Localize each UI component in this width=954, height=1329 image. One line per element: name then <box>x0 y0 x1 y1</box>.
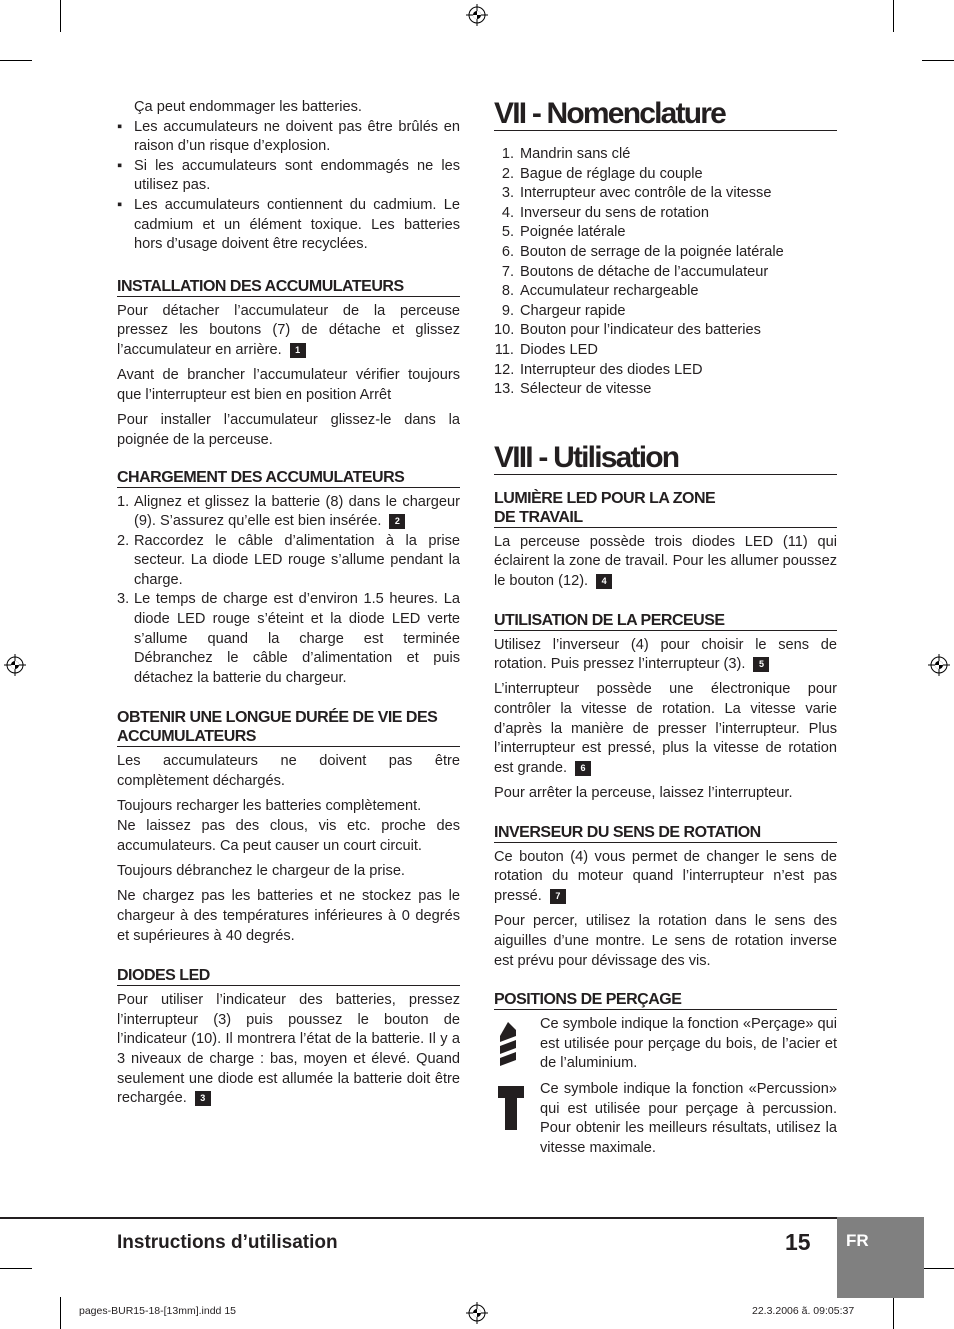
paragraph: L’interrupteur possède une électronique pour contrôler la vitesse de rotation. La vitesse varie d’après la manière de presser l’interrupteur. Plus l’interrupteur est pressé, plus la vitesse de rotation est grande. 6 <box>494 681 837 776</box>
figure-ref-badge: 1 <box>290 343 306 358</box>
print-slug-left: pages-BUR15-18-[13mm].indd 15 <box>79 1305 236 1317</box>
nomenclature-item <box>494 263 837 283</box>
paragraph: Ce symbole indique la fonction «Percussion» qui est utilisée pour perçage à percussion. Pour obtenir les meilleurs résultats, utilisez la vitesse maximale. <box>540 1080 837 1156</box>
nomenclature-item <box>494 243 837 263</box>
list-number: 3. <box>117 591 130 608</box>
nomenclature-item <box>494 341 837 361</box>
hammer-icon <box>494 1080 540 1158</box>
list-number: 7. <box>501 263 514 280</box>
section-heading: INVERSEUR DU SENS DE ROTATION <box>494 823 837 843</box>
paragraph: Utilisez l’inverseur (4) pour choisir le sens de rotation. Puis pressez l’interrupteur (3). 5 <box>494 636 837 673</box>
crop-mark <box>922 1268 954 1269</box>
list-text: Le temps de charge est d’environ 1.5 heures. La diode LED rouge s’éteint et la diode LED verte s’allume quand la charge est terminée Débranchez le câble d’alimentation et puis détachez la batterie du chargeur. <box>134 591 460 686</box>
nomenclature-item <box>494 282 837 302</box>
paragraph: Pour installer l’accumulateur glissez-le dans la poignée de la perceuse. <box>117 412 460 448</box>
figure-ref-badge: 7 <box>550 889 566 904</box>
list-number: 9. <box>501 302 514 319</box>
nomenclature-item <box>494 204 837 224</box>
intro-continuation: Ça peut endommager les batteries. <box>134 99 362 115</box>
list-number: 5. <box>501 224 514 241</box>
list-number: 11. <box>494 341 514 358</box>
paragraph: Ce bouton (4) vous permet de changer le sens de rotation du moteur quand l’interrupteur n’est pas pressé. 7 <box>494 848 837 905</box>
nomenclature-item <box>494 165 837 185</box>
paragraph: Avant de brancher l’accumulateur vérifier toujours que l’interrupteur est bien en position Arrêt <box>117 367 460 403</box>
crop-mark <box>60 0 61 32</box>
list-text: Bouton de serrage de la poignée latérale <box>520 243 784 260</box>
paragraph: Pour percer, utilisez la rotation dans le sens des aiguilles d’une montre. Le sens de rotation inverse est prévu pour dévissage des vis. <box>494 913 837 969</box>
registration-mark-icon <box>466 4 488 26</box>
figure-ref-badge: 5 <box>753 657 769 672</box>
list-text: Interrupteur avec contrôle de la vitesse <box>520 185 772 202</box>
list-number: 12. <box>494 361 515 378</box>
nomenclature-list <box>494 145 837 400</box>
drill-bit-icon <box>494 1015 540 1074</box>
list-text: Alignez et glissez la batterie (8) dans le chargeur (9). S’assurez qu’elle est bien insérée. <box>134 493 460 530</box>
chapter-heading: VIII - Utilisation <box>494 442 837 475</box>
list-item <box>117 590 460 688</box>
list-text: Mandrin sans clé <box>520 146 631 162</box>
language-label: FR <box>846 1231 869 1250</box>
crop-mark <box>0 1268 32 1269</box>
list-item <box>117 118 460 157</box>
nomenclature-item <box>494 302 837 322</box>
registration-mark-icon <box>4 654 26 676</box>
footer-rule <box>0 1217 924 1219</box>
figure-ref-badge: 2 <box>389 514 405 529</box>
print-slug-right: 22.3.2006 ã. 09:05:37 <box>752 1305 855 1317</box>
list-number: 2. <box>117 532 130 549</box>
paragraph: Ne chargez pas les batteries et ne stockez pas le chargeur à des températures inférieures à 0 degrés et supérieures à 40 degrés. <box>117 888 460 944</box>
section-heading: CHARGEMENT DES ACCUMULATEURS <box>117 468 460 488</box>
nomenclature-item <box>494 380 837 400</box>
nomenclature-item <box>494 321 837 341</box>
list-text: Inverseur du sens de rotation <box>520 204 710 221</box>
list-text: Diodes LED <box>520 341 598 358</box>
paragraph: Pour utiliser l’indicateur des batteries, pressez l’interrupteur (3) puis poussez le bouton de l’indicateur (10). Il montrera l’état de la batterie. Il y a 3 niveaux de charge : bas, moyen et élevé. Quand seulement une diode est allumée la batterie doit être rechargée. 3 <box>117 992 460 1107</box>
crop-mark <box>60 1297 61 1329</box>
paragraph: Toujours recharger les batteries complètement. Ne laissez pas des clous, vis etc. proche des accumulateurs. Ca peut causer un court circuit. <box>117 798 460 854</box>
paragraph: Pour détacher l’accumulateur de la perceuse pressez les boutons (7) de détache et glissez l’accumulateur en arrière. 1 <box>117 302 460 358</box>
list-number: 1. <box>117 493 130 510</box>
left-column <box>117 98 460 1115</box>
crop-mark <box>893 1297 894 1329</box>
drill-symbol-row <box>494 1015 837 1074</box>
list-number: 10. <box>494 322 515 339</box>
list-item <box>117 196 460 255</box>
list-text: Bouton pour l’indicateur des batteries <box>520 322 761 339</box>
section-heading: UTILISATION DE LA PERCEUSE <box>494 611 837 631</box>
section-heading: POSITIONS DE PERÇAGE <box>494 990 837 1010</box>
paragraph: Ce symbole indique la fonction «Perçage» qui est utilisée pour perçage du bois, de l’acier et de l’aluminium. <box>540 1016 837 1072</box>
paragraph: Pour arrêter la perceuse, laissez l’interrupteur. <box>494 785 793 802</box>
list-text: Accumulateur rechargeable <box>520 283 699 300</box>
nomenclature-item <box>494 145 837 165</box>
chapter-heading: VII - Nomenclature <box>494 98 837 131</box>
crop-mark <box>0 60 32 61</box>
page-number: 15 <box>785 1229 811 1255</box>
list-number: 6. <box>501 243 514 260</box>
registration-mark-icon <box>928 654 950 676</box>
bullet-text: Les accumulateurs ne doivent pas être brûlés en raison d’un risque d’explosion. <box>134 118 460 155</box>
footer-title: Instructions d’utilisation <box>117 1232 338 1253</box>
section-heading: INSTALLATION DES ACCUMULATEURS <box>117 277 460 297</box>
list-number: 4. <box>501 204 514 221</box>
paragraph: Toujours débranchez le chargeur de la prise. <box>117 863 405 879</box>
section-heading: OBTENIR UNE LONGUE DURÉE DE VIE DES ACCUMULATEURS <box>117 708 460 747</box>
list-text: Poignée latérale <box>520 224 626 241</box>
paragraph: La perceuse possède trois diodes LED (11) qui éclairent la zone de travail. Pour les allumer poussez le bouton (12). 4 <box>494 533 837 589</box>
bullet-marker: ▪ <box>117 196 123 213</box>
bullet-text: Les accumulateurs contiennent du cadmium. Le cadmium et un élément toxique. Les batteries hors d’usage doivent être recyclées. <box>134 196 460 253</box>
list-item <box>117 532 460 591</box>
language-tab <box>837 1217 924 1298</box>
bullet-marker: ▪ <box>117 157 123 174</box>
nomenclature-item <box>494 223 837 243</box>
list-text: Boutons de détache de l’accumulateur <box>520 263 769 280</box>
registration-mark-icon <box>466 1302 488 1324</box>
figure-ref-badge: 4 <box>596 574 612 589</box>
figure-ref-badge: 6 <box>575 761 591 776</box>
list-text: Bague de réglage du couple <box>520 165 703 182</box>
nomenclature-item <box>494 361 837 381</box>
list-number: 13. <box>494 381 515 398</box>
bullet-marker: ▪ <box>117 118 123 135</box>
list-item <box>117 493 460 532</box>
list-text: Sélecteur de vitesse <box>520 381 652 398</box>
nomenclature-item <box>494 184 837 204</box>
list-number: 3. <box>501 185 514 202</box>
section-heading: DIODES LED <box>117 966 460 986</box>
crop-mark <box>922 60 954 61</box>
section-heading: LUMIÈRE LED POUR LA ZONE DE TRAVAIL <box>494 489 837 528</box>
list-number: 8. <box>501 283 514 300</box>
list-item <box>117 157 460 196</box>
list-text: Raccordez le câble d’alimentation à la prise secteur. La diode LED rouge s’allume pendant la charge. <box>134 532 460 588</box>
list-text: Interrupteur des diodes LED <box>520 361 703 378</box>
figure-ref-badge: 3 <box>195 1091 211 1106</box>
crop-mark <box>893 0 894 32</box>
bullet-text: Si les accumulateurs sont endommagés ne les utilisez pas. <box>134 157 460 194</box>
list-number: 1. <box>501 146 514 162</box>
right-column <box>494 98 837 1164</box>
paragraph: Les accumulateurs ne doivent pas être complètement déchargés. <box>117 753 460 790</box>
list-number: 2. <box>501 165 514 182</box>
list-text: Chargeur rapide <box>520 302 626 319</box>
hammer-symbol-row <box>494 1080 837 1158</box>
